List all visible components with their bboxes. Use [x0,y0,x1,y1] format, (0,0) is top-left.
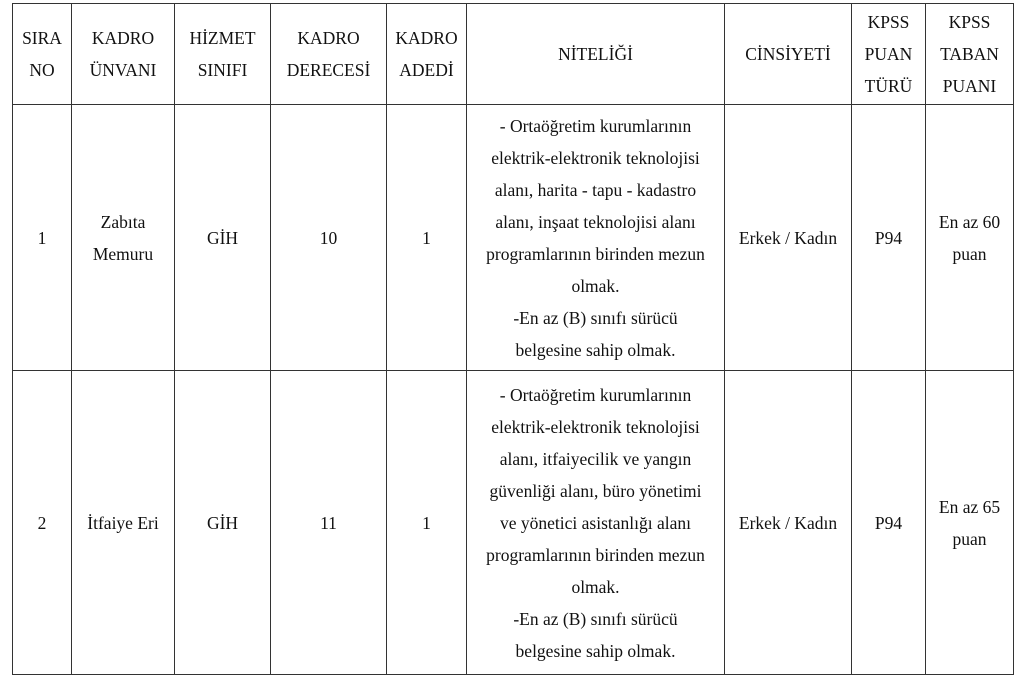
header-line: TABAN [940,44,999,64]
qualification-line: olmak. [571,576,620,597]
cell-kpss-taban-puani [926,371,1014,675]
header-line: KPSS [867,12,910,32]
cell-line: En az 65 [938,496,1001,517]
header-kadro-derecesi [271,4,387,105]
cell-kadro-derecesi: 10 [271,105,387,371]
header-line: KADRO [91,28,155,48]
qualification-line: alanı, inşaat teknolojisi alanı [495,211,696,232]
table-row [13,371,1014,675]
cell-hizmet-sinifi: GİH [175,105,271,371]
staff-position-table [12,3,1014,675]
cell-kadro-unvani [72,371,175,675]
cell-line: Memuru [92,243,154,264]
header-kadro-adedi [387,4,467,105]
qualification-line: alanı, harita - tapu - kadastro [494,179,697,200]
header-line: ADEDİ [399,60,454,80]
qualification-line: belgesine sahip olmak. [515,339,676,360]
header-sira-no [13,4,72,105]
qualification-line: güvenliği alanı, büro yönetimi [489,480,702,501]
cell-niteligi [467,105,725,371]
header-cinsiyeti [725,4,852,105]
table-row [13,105,1014,371]
cell-kpss-taban-puani [926,105,1014,371]
cell-line: En az 60 [938,211,1001,232]
header-niteligi [467,4,725,105]
header-line: PUANI [942,76,997,96]
header-line: KADRO [395,28,458,48]
qualification-line: -En az (B) sınıfı sürücü [513,307,678,328]
qualification-line: elektrik-elektronik teknolojisi [491,147,700,168]
cell-cinsiyeti: Erkek / Kadın [725,371,852,675]
qualification-line: elektrik-elektronik teknolojisi [491,416,700,437]
cell-kadro-adedi: 1 [387,105,467,371]
header-kpss-taban-puani [926,4,1014,105]
qualification-line: -En az (B) sınıfı sürücü [513,608,678,629]
header-line: SIRA [22,28,62,48]
cell-kadro-derecesi: 11 [271,371,387,675]
cell-hizmet-sinifi: GİH [175,371,271,675]
header-line: NO [29,60,55,80]
cell-line: puan [952,528,987,549]
header-line: PUAN [864,44,913,64]
qualification-line: belgesine sahip olmak. [515,640,676,661]
cell-line: İtfaiye Eri [87,512,159,533]
header-line: SINIFI [197,60,248,80]
cell-line: Zabıta [100,211,146,232]
cell-kadro-unvani [72,105,175,371]
cell-line: puan [952,243,987,264]
qualification-line: - Ortaöğretim kurumlarının [499,384,692,405]
header-line: CİNSİYETİ [745,44,831,64]
cell-sira-no: 2 [13,371,72,675]
header-line: ÜNVANI [89,60,157,80]
header-kadro-unvani [72,4,175,105]
cell-kpss-puan-turu: P94 [852,371,926,675]
cell-sira-no: 1 [13,105,72,371]
header-line: DERECESİ [286,60,371,80]
cell-kpss-puan-turu: P94 [852,105,926,371]
header-row [13,4,1014,105]
header-line: NİTELİĞİ [558,44,633,64]
qualification-line: programlarının birinden mezun [486,544,705,565]
header-line: KADRO [297,28,360,48]
qualification-line: alanı, itfaiyecilik ve yangın [499,448,692,469]
header-kpss-puan-turu [852,4,926,105]
header-hizmet-sinifi [175,4,271,105]
cell-kadro-adedi: 1 [387,371,467,675]
cell-niteligi [467,371,725,675]
qualification-line: programlarının birinden mezun [486,243,705,264]
qualification-line: ve yönetici asistanlığı alanı [500,512,691,533]
qualification-line: - Ortaöğretim kurumlarının [499,115,692,136]
qualification-line: olmak. [571,275,620,296]
header-line: TÜRÜ [864,76,913,96]
cell-cinsiyeti: Erkek / Kadın [725,105,852,371]
header-line: KPSS [948,12,991,32]
header-line: HİZMET [189,28,256,48]
